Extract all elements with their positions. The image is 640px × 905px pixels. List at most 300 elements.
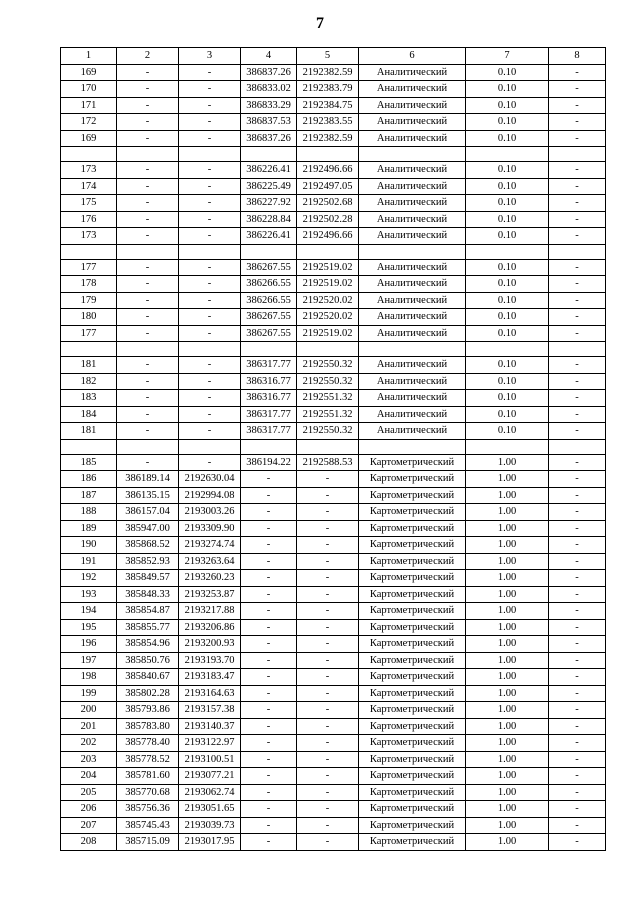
table-cell: 198 xyxy=(61,669,117,686)
table-cell: - xyxy=(117,325,179,342)
table-cell xyxy=(61,244,117,259)
table-cell: - xyxy=(549,309,606,326)
table-cell: - xyxy=(549,292,606,309)
table-cell: 186 xyxy=(61,471,117,488)
table-cell: 385778.40 xyxy=(117,735,179,752)
table-cell: Картометрический xyxy=(359,504,466,521)
table-cell: - xyxy=(179,454,241,471)
table-cell: 1.00 xyxy=(466,817,549,834)
table-cell: 170 xyxy=(61,81,117,98)
table-cell: - xyxy=(117,309,179,326)
table-cell: - xyxy=(179,357,241,374)
table-cell xyxy=(241,147,297,162)
table-cell: 385849.57 xyxy=(117,570,179,587)
table-cell xyxy=(466,342,549,357)
table-cell: 385793.86 xyxy=(117,702,179,719)
table-cell: - xyxy=(117,64,179,81)
table-cell: 2192496.66 xyxy=(297,162,359,179)
table-row xyxy=(61,390,606,407)
table-cell: - xyxy=(549,570,606,587)
table-row xyxy=(61,454,606,471)
table-cell: 2192551.32 xyxy=(297,406,359,423)
table-cell: 1.00 xyxy=(466,471,549,488)
table-cell: - xyxy=(117,162,179,179)
table-cell: - xyxy=(297,603,359,620)
table-cell xyxy=(549,147,606,162)
table-cell xyxy=(117,244,179,259)
table-cell: - xyxy=(117,357,179,374)
table-cell: - xyxy=(549,553,606,570)
table-cell: 0.10 xyxy=(466,211,549,228)
table-cell: - xyxy=(549,537,606,554)
table-cell: - xyxy=(241,784,297,801)
table-cell: 179 xyxy=(61,292,117,309)
table-cell: 385783.80 xyxy=(117,718,179,735)
table-cell: Картометрический xyxy=(359,603,466,620)
table-row xyxy=(61,537,606,554)
table-cell xyxy=(61,147,117,162)
table-cell: 386266.55 xyxy=(241,276,297,293)
table-cell: 386226.41 xyxy=(241,162,297,179)
table-cell: 1.00 xyxy=(466,504,549,521)
table-cell: Картометрический xyxy=(359,669,466,686)
table-row xyxy=(61,520,606,537)
table-cell xyxy=(117,342,179,357)
table-cell: 1.00 xyxy=(466,751,549,768)
table-cell: 192 xyxy=(61,570,117,587)
table-cell: 1.00 xyxy=(466,586,549,603)
table-cell: - xyxy=(549,718,606,735)
table-cell: 1.00 xyxy=(466,768,549,785)
table-cell: 0.10 xyxy=(466,276,549,293)
table-cell xyxy=(61,342,117,357)
table-cell: 1.00 xyxy=(466,553,549,570)
table-cell: - xyxy=(117,178,179,195)
table-cell: - xyxy=(549,619,606,636)
table-row xyxy=(61,357,606,374)
table-cell: - xyxy=(549,211,606,228)
table-cell xyxy=(359,342,466,357)
table-cell: 1.00 xyxy=(466,537,549,554)
table-cell: - xyxy=(117,406,179,423)
table-cell: - xyxy=(549,817,606,834)
table-cell: 195 xyxy=(61,619,117,636)
table-row xyxy=(61,471,606,488)
table-cell: 2193062.74 xyxy=(179,784,241,801)
table-cell: 385778.52 xyxy=(117,751,179,768)
column-header-6: 6 xyxy=(359,48,466,65)
table-cell: Картометрический xyxy=(359,619,466,636)
table-cell: - xyxy=(549,487,606,504)
table-cell: 0.10 xyxy=(466,81,549,98)
table-cell: 2193077.21 xyxy=(179,768,241,785)
table-cell: - xyxy=(297,570,359,587)
table-cell: - xyxy=(549,130,606,147)
table-cell: 191 xyxy=(61,553,117,570)
table-cell: - xyxy=(179,114,241,131)
table-cell: 2193164.63 xyxy=(179,685,241,702)
table-row xyxy=(61,81,606,98)
table-cell: - xyxy=(549,685,606,702)
table-cell: - xyxy=(179,390,241,407)
table-cell xyxy=(179,147,241,162)
table-cell: 2193206.86 xyxy=(179,619,241,636)
table-cell: - xyxy=(297,834,359,851)
table-cell: - xyxy=(241,603,297,620)
table-cell: 2192383.55 xyxy=(297,114,359,131)
table-cell: 2192994.08 xyxy=(179,487,241,504)
table-cell xyxy=(179,439,241,454)
table-cell: 0.10 xyxy=(466,64,549,81)
table-cell: Картометрический xyxy=(359,768,466,785)
table-cell: 176 xyxy=(61,211,117,228)
table-cell: 2193217.88 xyxy=(179,603,241,620)
coordinates-table xyxy=(60,47,606,851)
table-cell: 0.10 xyxy=(466,325,549,342)
table-row xyxy=(61,834,606,851)
table-row xyxy=(61,817,606,834)
table-cell: - xyxy=(179,259,241,276)
table-cell: 385756.36 xyxy=(117,801,179,818)
table-cell: 2192497.05 xyxy=(297,178,359,195)
table-row xyxy=(61,325,606,342)
table-cell: - xyxy=(549,97,606,114)
table-cell: Аналитический xyxy=(359,259,466,276)
table-cell: 0.10 xyxy=(466,178,549,195)
table-cell: Картометрический xyxy=(359,685,466,702)
column-header-4: 4 xyxy=(241,48,297,65)
table-cell: 0.10 xyxy=(466,406,549,423)
table-header xyxy=(61,48,606,65)
table-cell: 180 xyxy=(61,309,117,326)
table-cell: 207 xyxy=(61,817,117,834)
table-cell: - xyxy=(297,817,359,834)
table-cell: Аналитический xyxy=(359,211,466,228)
table-cell xyxy=(359,439,466,454)
table-cell: - xyxy=(117,373,179,390)
table-cell: 177 xyxy=(61,259,117,276)
table-cell: - xyxy=(117,130,179,147)
table-cell: 2193200.93 xyxy=(179,636,241,653)
table-cell: - xyxy=(297,702,359,719)
table-cell: - xyxy=(549,276,606,293)
table-cell: 2192382.59 xyxy=(297,64,359,81)
table-row xyxy=(61,784,606,801)
table-row xyxy=(61,162,606,179)
table-row xyxy=(61,669,606,686)
table-cell: - xyxy=(549,520,606,537)
table-cell: Аналитический xyxy=(359,178,466,195)
table-cell: 386317.77 xyxy=(241,406,297,423)
table-cell: - xyxy=(117,211,179,228)
table-cell: - xyxy=(297,768,359,785)
table-cell: - xyxy=(549,390,606,407)
table-cell: 2193140.37 xyxy=(179,718,241,735)
table-cell: 2192519.02 xyxy=(297,259,359,276)
table-row xyxy=(61,178,606,195)
table-cell: 169 xyxy=(61,64,117,81)
table-cell: Аналитический xyxy=(359,64,466,81)
table-cell: 189 xyxy=(61,520,117,537)
table-row xyxy=(61,373,606,390)
column-header-5: 5 xyxy=(297,48,359,65)
table-cell: 386833.29 xyxy=(241,97,297,114)
table-cell: 196 xyxy=(61,636,117,653)
table-cell: 173 xyxy=(61,228,117,245)
table-cell xyxy=(241,439,297,454)
table-cell: - xyxy=(241,504,297,521)
table-cell: 0.10 xyxy=(466,162,549,179)
table-cell: - xyxy=(297,487,359,504)
table-row xyxy=(61,702,606,719)
table-cell: - xyxy=(179,292,241,309)
table-row xyxy=(61,114,606,131)
table-cell: 386317.77 xyxy=(241,423,297,440)
table-cell xyxy=(466,439,549,454)
table-row xyxy=(61,636,606,653)
table-cell: 386267.55 xyxy=(241,309,297,326)
table-cell: - xyxy=(241,669,297,686)
table-cell: 202 xyxy=(61,735,117,752)
table-cell: 1.00 xyxy=(466,487,549,504)
table-cell: 386157.04 xyxy=(117,504,179,521)
table-cell: Картометрический xyxy=(359,537,466,554)
table-cell: 385854.96 xyxy=(117,636,179,653)
table-cell: 386837.26 xyxy=(241,130,297,147)
column-header-2: 2 xyxy=(117,48,179,65)
table-cell: - xyxy=(549,325,606,342)
table-cell: 2192383.79 xyxy=(297,81,359,98)
table-cell: 184 xyxy=(61,406,117,423)
table-cell xyxy=(359,244,466,259)
table-cell: - xyxy=(241,834,297,851)
table-cell: 2193017.95 xyxy=(179,834,241,851)
table-cell: - xyxy=(241,619,297,636)
table-cell: 2192550.32 xyxy=(297,423,359,440)
table-cell: - xyxy=(549,834,606,851)
table-cell: - xyxy=(297,504,359,521)
table-cell: 1.00 xyxy=(466,652,549,669)
table-row xyxy=(61,570,606,587)
table-cell: 197 xyxy=(61,652,117,669)
table-cell xyxy=(466,244,549,259)
table-cell: Картометрический xyxy=(359,487,466,504)
table-cell: 0.10 xyxy=(466,130,549,147)
table-cell: - xyxy=(297,784,359,801)
table-row xyxy=(61,211,606,228)
table-cell: Картометрический xyxy=(359,454,466,471)
table-cell: 386317.77 xyxy=(241,357,297,374)
header-row xyxy=(61,48,606,65)
table-cell: 2193263.64 xyxy=(179,553,241,570)
table-cell: - xyxy=(549,357,606,374)
table-cell: 1.00 xyxy=(466,619,549,636)
table-cell: Аналитический xyxy=(359,162,466,179)
table-cell: - xyxy=(241,718,297,735)
table-cell: 2193051.65 xyxy=(179,801,241,818)
table-cell: - xyxy=(241,471,297,488)
table-cell: Картометрический xyxy=(359,471,466,488)
table-cell: - xyxy=(297,619,359,636)
table-cell: 386267.55 xyxy=(241,259,297,276)
table-cell: Картометрический xyxy=(359,718,466,735)
table-row xyxy=(61,406,606,423)
table-cell: - xyxy=(241,553,297,570)
table-cell: 386837.26 xyxy=(241,64,297,81)
table-cell: - xyxy=(241,801,297,818)
table-cell: 199 xyxy=(61,685,117,702)
table-cell: Картометрический xyxy=(359,586,466,603)
table-cell: - xyxy=(179,64,241,81)
table-cell: 386226.41 xyxy=(241,228,297,245)
table-separator-row xyxy=(61,342,606,357)
table-cell xyxy=(297,439,359,454)
table-cell: 2192630.04 xyxy=(179,471,241,488)
table-cell: - xyxy=(549,801,606,818)
table-row xyxy=(61,228,606,245)
table-cell: 1.00 xyxy=(466,520,549,537)
table-cell: - xyxy=(241,537,297,554)
table-row xyxy=(61,276,606,293)
table-cell: - xyxy=(549,195,606,212)
table-cell: - xyxy=(179,162,241,179)
table-cell: 2193309.90 xyxy=(179,520,241,537)
table-row xyxy=(61,685,606,702)
table-cell: 0.10 xyxy=(466,373,549,390)
table-cell: Картометрический xyxy=(359,570,466,587)
table-row xyxy=(61,603,606,620)
table-row xyxy=(61,97,606,114)
table-cell: - xyxy=(297,553,359,570)
table-cell: 187 xyxy=(61,487,117,504)
table-cell: 2192550.32 xyxy=(297,357,359,374)
table-cell: 204 xyxy=(61,768,117,785)
table-cell: Аналитический xyxy=(359,81,466,98)
table-cell: 183 xyxy=(61,390,117,407)
table-cell: 2192588.53 xyxy=(297,454,359,471)
table-cell: 1.00 xyxy=(466,570,549,587)
table-cell: 172 xyxy=(61,114,117,131)
table-cell: 1.00 xyxy=(466,603,549,620)
column-header-1: 1 xyxy=(61,48,117,65)
table-cell: 385854.87 xyxy=(117,603,179,620)
table-cell: 0.10 xyxy=(466,97,549,114)
table-cell: - xyxy=(549,178,606,195)
table-cell: 188 xyxy=(61,504,117,521)
table-cell xyxy=(241,244,297,259)
table-cell: - xyxy=(179,309,241,326)
table-cell: - xyxy=(241,636,297,653)
table-row xyxy=(61,309,606,326)
table-cell: Аналитический xyxy=(359,130,466,147)
table-cell: - xyxy=(297,471,359,488)
table-cell: - xyxy=(117,454,179,471)
table-cell: 1.00 xyxy=(466,636,549,653)
table-cell: - xyxy=(117,228,179,245)
table-cell xyxy=(359,147,466,162)
table-cell: - xyxy=(549,702,606,719)
table-cell: 385855.77 xyxy=(117,619,179,636)
table-cell: 175 xyxy=(61,195,117,212)
table-cell: 1.00 xyxy=(466,718,549,735)
table-cell: 185 xyxy=(61,454,117,471)
table-cell: 206 xyxy=(61,801,117,818)
table-cell: 201 xyxy=(61,718,117,735)
table-cell: - xyxy=(179,130,241,147)
table-cell: 1.00 xyxy=(466,685,549,702)
table-cell: 2192382.59 xyxy=(297,130,359,147)
table-cell: - xyxy=(241,817,297,834)
table-cell: 2193260.23 xyxy=(179,570,241,587)
table-cell: - xyxy=(117,276,179,293)
table-cell: Картометрический xyxy=(359,520,466,537)
table-cell: 1.00 xyxy=(466,784,549,801)
table-cell xyxy=(549,342,606,357)
table-cell xyxy=(466,147,549,162)
table-cell: 194 xyxy=(61,603,117,620)
table-cell: 386135.15 xyxy=(117,487,179,504)
table-cell: 1.00 xyxy=(466,702,549,719)
table-cell: - xyxy=(549,406,606,423)
table-cell: - xyxy=(297,520,359,537)
table-cell: Картометрический xyxy=(359,801,466,818)
table-separator-row xyxy=(61,147,606,162)
table-cell: - xyxy=(117,97,179,114)
table-cell: 0.10 xyxy=(466,114,549,131)
table-cell: - xyxy=(241,751,297,768)
table-cell: Аналитический xyxy=(359,97,466,114)
table-cell: 208 xyxy=(61,834,117,851)
table-cell xyxy=(297,147,359,162)
table-cell: - xyxy=(241,487,297,504)
table-cell: - xyxy=(549,768,606,785)
table-cell: Картометрический xyxy=(359,817,466,834)
table-cell: 385848.33 xyxy=(117,586,179,603)
table-cell: Аналитический xyxy=(359,325,466,342)
table-cell: - xyxy=(549,114,606,131)
table-cell: - xyxy=(549,454,606,471)
table-cell: 2193039.73 xyxy=(179,817,241,834)
table-cell: - xyxy=(549,64,606,81)
table-cell: 1.00 xyxy=(466,735,549,752)
table-cell xyxy=(297,342,359,357)
table-cell: 386267.55 xyxy=(241,325,297,342)
table-cell: - xyxy=(241,570,297,587)
table-cell: - xyxy=(241,768,297,785)
table-row xyxy=(61,195,606,212)
table-cell: - xyxy=(549,162,606,179)
table-cell xyxy=(117,147,179,162)
table-cell: - xyxy=(297,537,359,554)
table-row xyxy=(61,130,606,147)
table-cell: Аналитический xyxy=(359,195,466,212)
table-cell: 385868.52 xyxy=(117,537,179,554)
table-cell: - xyxy=(549,81,606,98)
table-cell: - xyxy=(241,652,297,669)
table-cell: - xyxy=(179,423,241,440)
table-cell: 2192519.02 xyxy=(297,325,359,342)
table-cell: Картометрический xyxy=(359,834,466,851)
table-cell: 2193183.47 xyxy=(179,669,241,686)
table-cell: - xyxy=(179,211,241,228)
table-separator-row xyxy=(61,244,606,259)
table-cell: 2193274.74 xyxy=(179,537,241,554)
table-cell: 386194.22 xyxy=(241,454,297,471)
table-cell: 171 xyxy=(61,97,117,114)
table-cell: 385745.43 xyxy=(117,817,179,834)
table-cell: 0.10 xyxy=(466,390,549,407)
table-cell: - xyxy=(179,178,241,195)
